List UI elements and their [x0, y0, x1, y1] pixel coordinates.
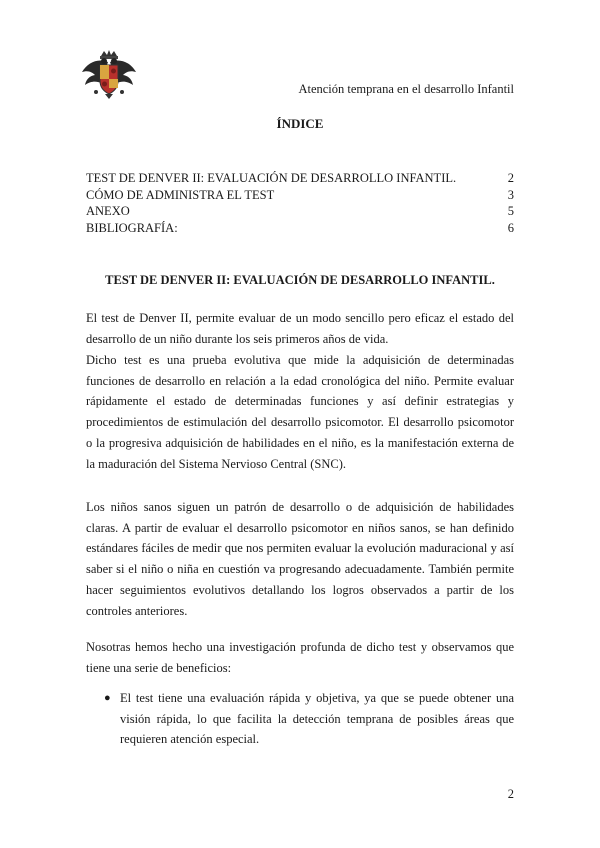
- toc-entry-page: 3: [507, 187, 514, 202]
- running-header: Atención temprana en el desarrollo Infantil: [298, 82, 514, 96]
- toc-entry-title: ANEXO: [86, 204, 130, 218]
- toc-entry-title: CÓMO DE ADMINISTRA EL TEST: [86, 187, 275, 202]
- toc-entry-title: BIBLIOGRAFÍA:: [86, 220, 178, 235]
- table-of-contents: [86, 170, 514, 236]
- body-paragraph: El test de Denver II, permite evaluar de un modo sencillo pero eficaz el estado del desarrollo de un niño durante los seis primeros años de vida.: [86, 311, 514, 346]
- section-heading: TEST DE DENVER II: EVALUACIÓN DE DESARROLLO INFANTIL.: [105, 273, 495, 287]
- page-number: 2: [507, 787, 514, 801]
- university-crest-icon: [80, 50, 138, 100]
- toc-entry[interactable]: [86, 220, 514, 237]
- list-item-text: El test tiene una evaluación rápida y objetiva, ya que se puede obtener una visión rápida, lo que facilita la detección temprana de posibles áreas que requieren atención especial.: [120, 691, 514, 747]
- toc-entry[interactable]: [86, 187, 514, 204]
- toc-entry[interactable]: [86, 170, 514, 187]
- list-item: [104, 688, 514, 750]
- toc-entry-page: 6: [507, 220, 514, 235]
- toc-entry-page: 2: [507, 171, 514, 185]
- benefits-list: [104, 688, 514, 750]
- toc-entry-title: TEST DE DENVER II: EVALUACIÓN DE DESARROLLO INFANTIL.: [86, 171, 457, 185]
- bullet-icon: ●: [104, 692, 111, 704]
- body-paragraph: Dicho test es una prueba evolutiva que mide la adquisición de determinadas funciones de desarrollo en relación a la edad cronológica del niño. Permite evaluar rápidamente el estado de determinadas funciones y así definir estrategias y procedimientos de estimulación del desarrollo psicomotor. El desarrollo psicomotor o la progresiva adquisición de habilidades en el niño, es la manifestación externa de la maduración del Sistema Nervioso Central (SNC).: [86, 353, 514, 471]
- toc-entry-page: 5: [507, 204, 514, 218]
- index-heading: ÍNDICE: [276, 116, 324, 131]
- body-paragraph: Los niños sanos siguen un patrón de desarrollo o de adquisición de habilidades claras. A partir de evaluar el desarrollo psicomotor en niños sanos, se han definido estándares fáciles de medir que nos permiten evaluar la evolución maduracional y así saber si el niño o niña en cuestión va progresando adecuadamente. También permite hacer seguimientos evolutivos detallando los logros observados a partir de los controles anteriores.: [86, 500, 514, 618]
- body-paragraph: Nosotras hemos hecho una investigación profunda de dicho test y observamos que tiene una serie de beneficios:: [86, 640, 514, 675]
- toc-entry[interactable]: [86, 203, 514, 220]
